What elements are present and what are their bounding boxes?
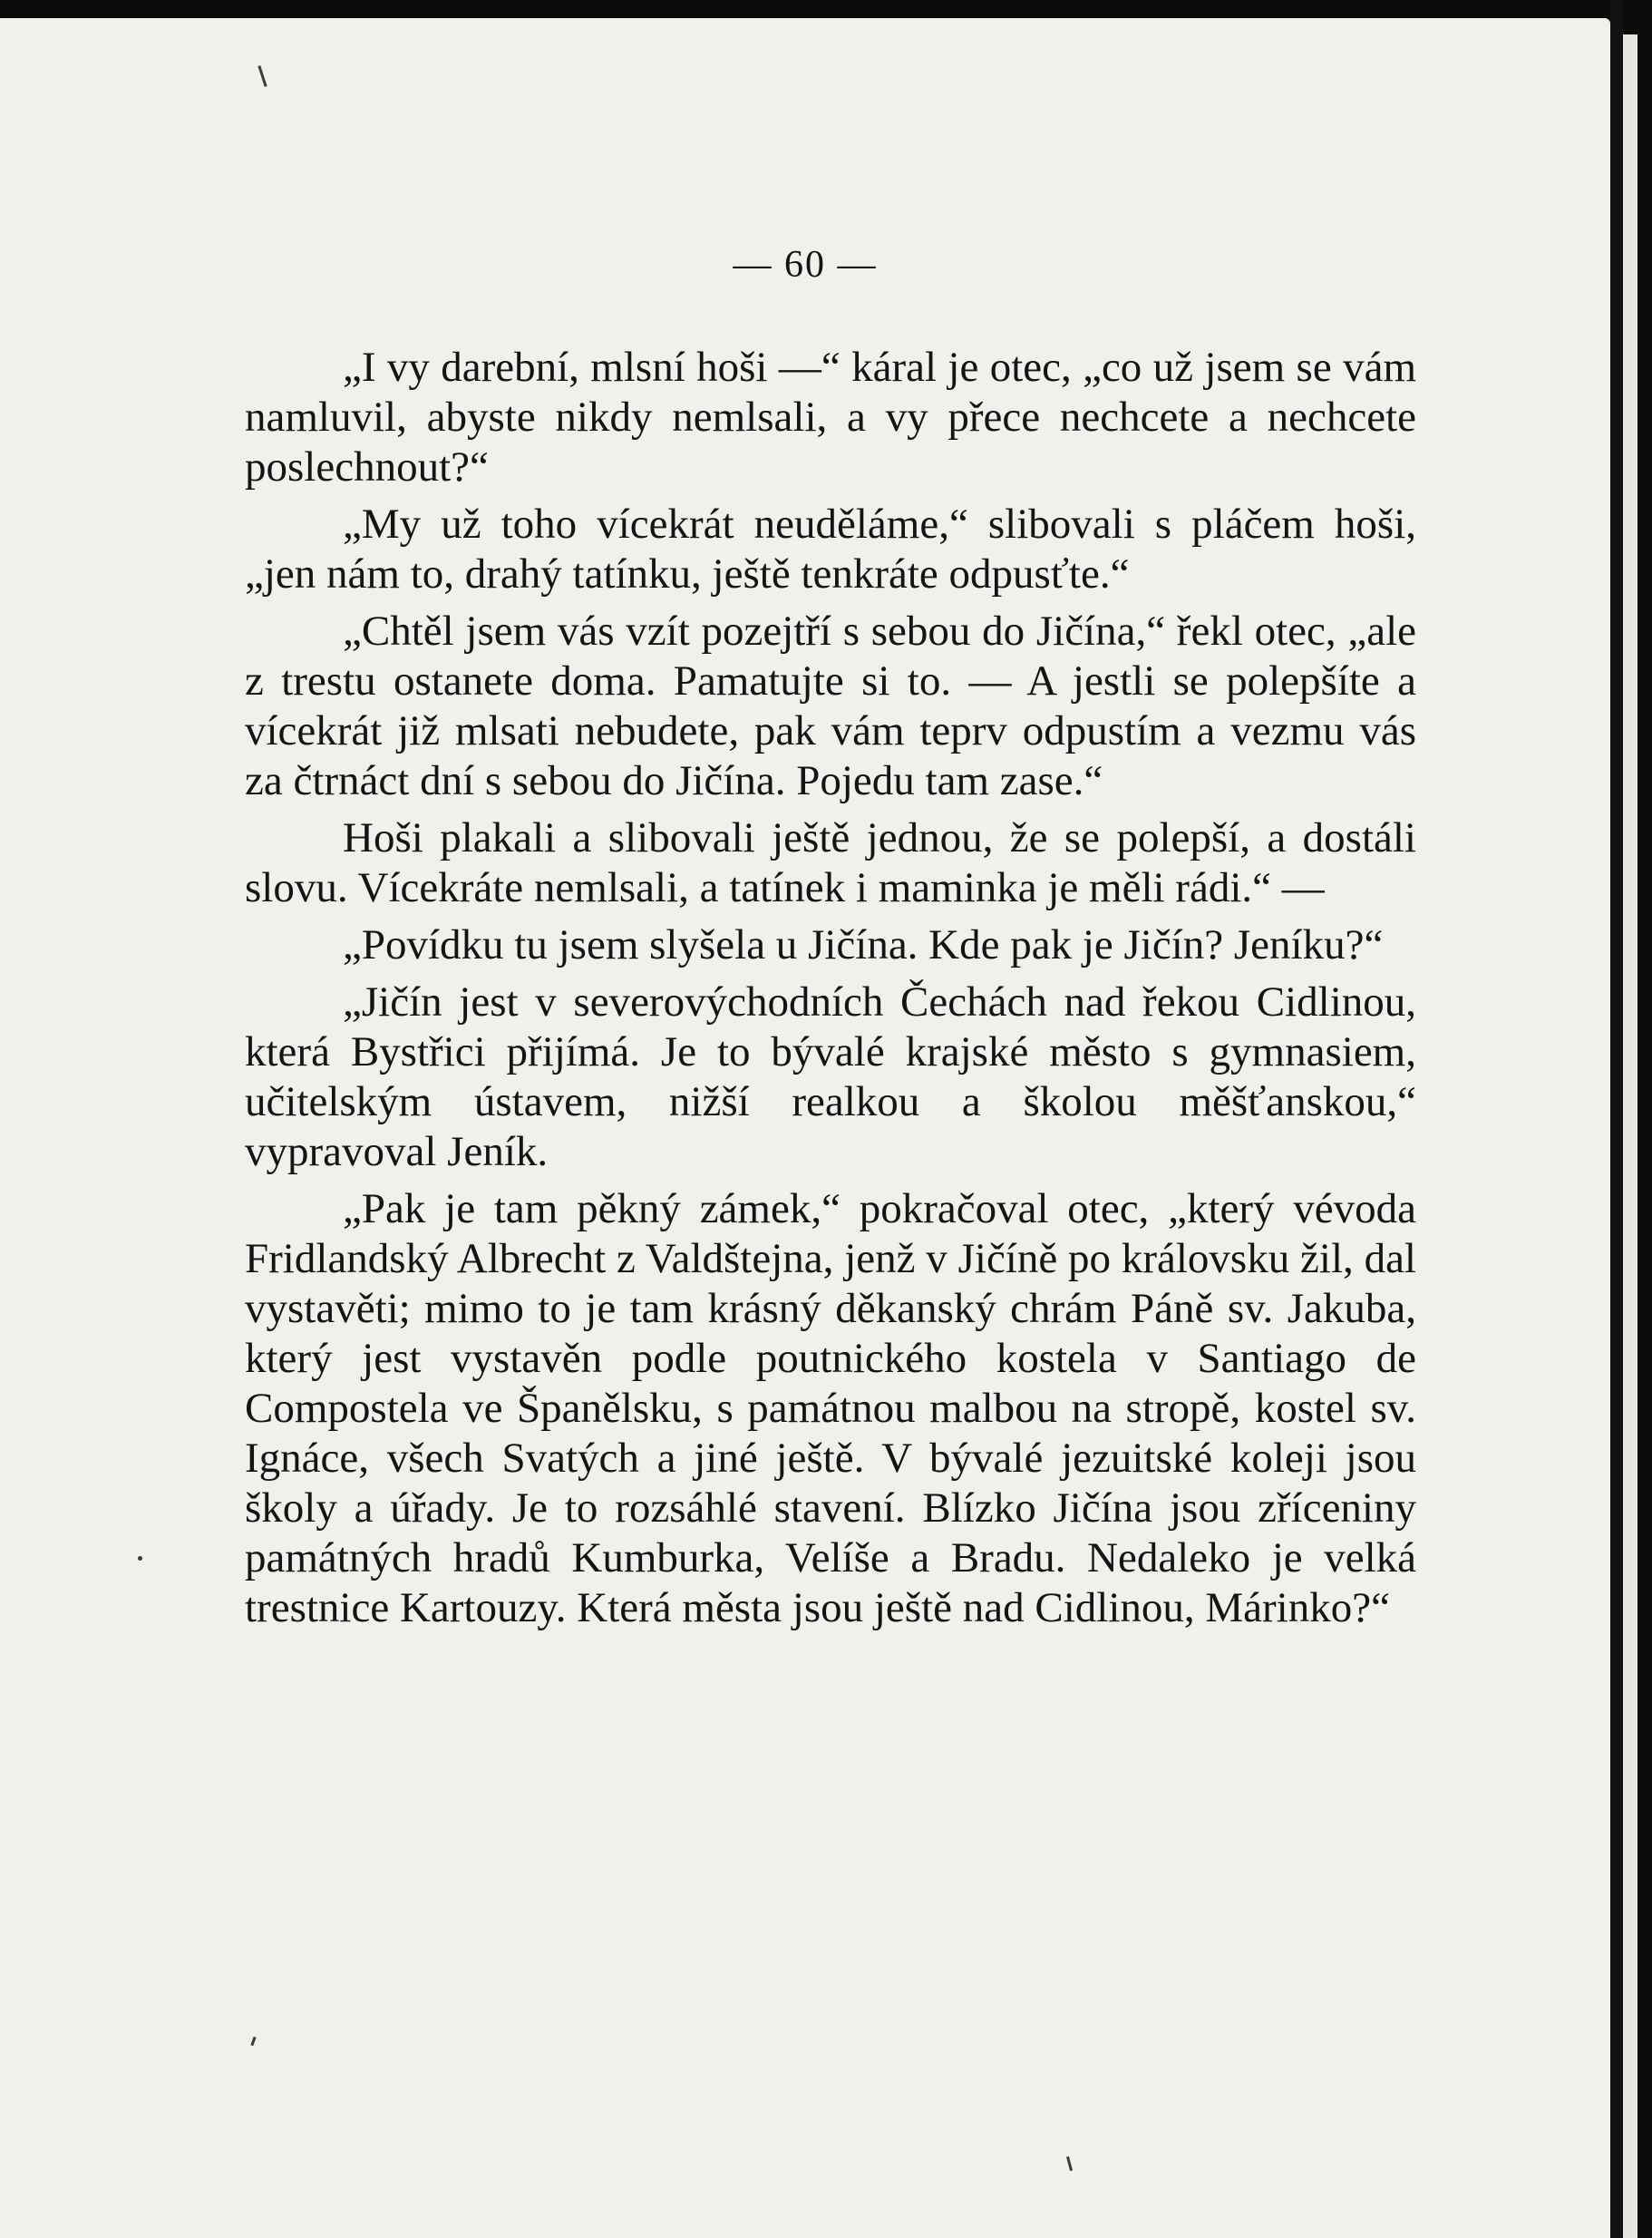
scan-speck bbox=[138, 1556, 142, 1561]
paragraph: „My už toho vícekrát neuděláme,“ slibovali s pláčem hoši, „jen nám to, drahý tatínku, ještě tenkráte odpusťte.“ bbox=[245, 501, 1416, 598]
page-body bbox=[245, 343, 1416, 1640]
paragraph: „Pak je tam pěkný zámek,“ pokračoval otec, „který vévoda Fridlandský Albrecht z Valdštejna, jenž v Jičíně po královsku žil, dal vystavěti; mimo to je tam krásný děkanský chrám Páně sv. Jakuba, který jest vystavěn podle poutnického kostela v Santiago de Compostela ve Španělsku, s památnou malbou na stropě, kostel sv. Ignáce, všech Svatých a jiné ještě. V bývalé jezuitské koleji jsou školy a úřady. Je to rozsáhlé stavení. Blízko Jičína jsou zříceniny památných hradů Kumburka, Velíše a Bradu. Nedaleko je velká trestnice Kartouzy. Která města jsou ještě nad Cidlinou, Márinko?“ bbox=[245, 1185, 1416, 1631]
next-page-edge bbox=[1623, 34, 1637, 2238]
binding-gap bbox=[1610, 0, 1623, 2238]
paragraph: „Povídku tu jsem slyšela u Jičína. Kde pak je Jičín? Jeníku?“ bbox=[343, 921, 1384, 968]
paragraph: „Jičín jest v severovýchodních Čechách nad řekou Cidlinou, která Bystřici přijímá. Je to bývalé krajské město s gymnasiem, učitelským ústavem, nižší realkou a školou měšťanskou,“ vypravoval Jeník. bbox=[245, 978, 1416, 1175]
paragraph: „Chtěl jsem vás vzít pozejtří s sebou do Jičína,“ řekl otec, „ale z trestu ostanete doma. Pamatujte si to. — A jestli se polepšíte a vícekrát již mlsati nebudete, pak vám teprv odpustím a vezmu vás za čtrnáct dní s sebou do Jičína. Pojedu tam zase.“ bbox=[245, 608, 1416, 804]
paragraph: „I vy darební, mlsní hoši —“ káral je otec, „co už jsem se vám namluvil, abyste nikdy nemlsali, a vy přece nechcete a nechcete poslechnout?“ bbox=[245, 344, 1416, 491]
page-number: — 60 — bbox=[733, 244, 878, 286]
paragraph: Hoši plakali a slibovali ještě jednou, že se polepší, a dostáli slovu. Vícekráte nemlsali, a tatínek i maminka je měli rádi.“ — bbox=[245, 814, 1416, 911]
